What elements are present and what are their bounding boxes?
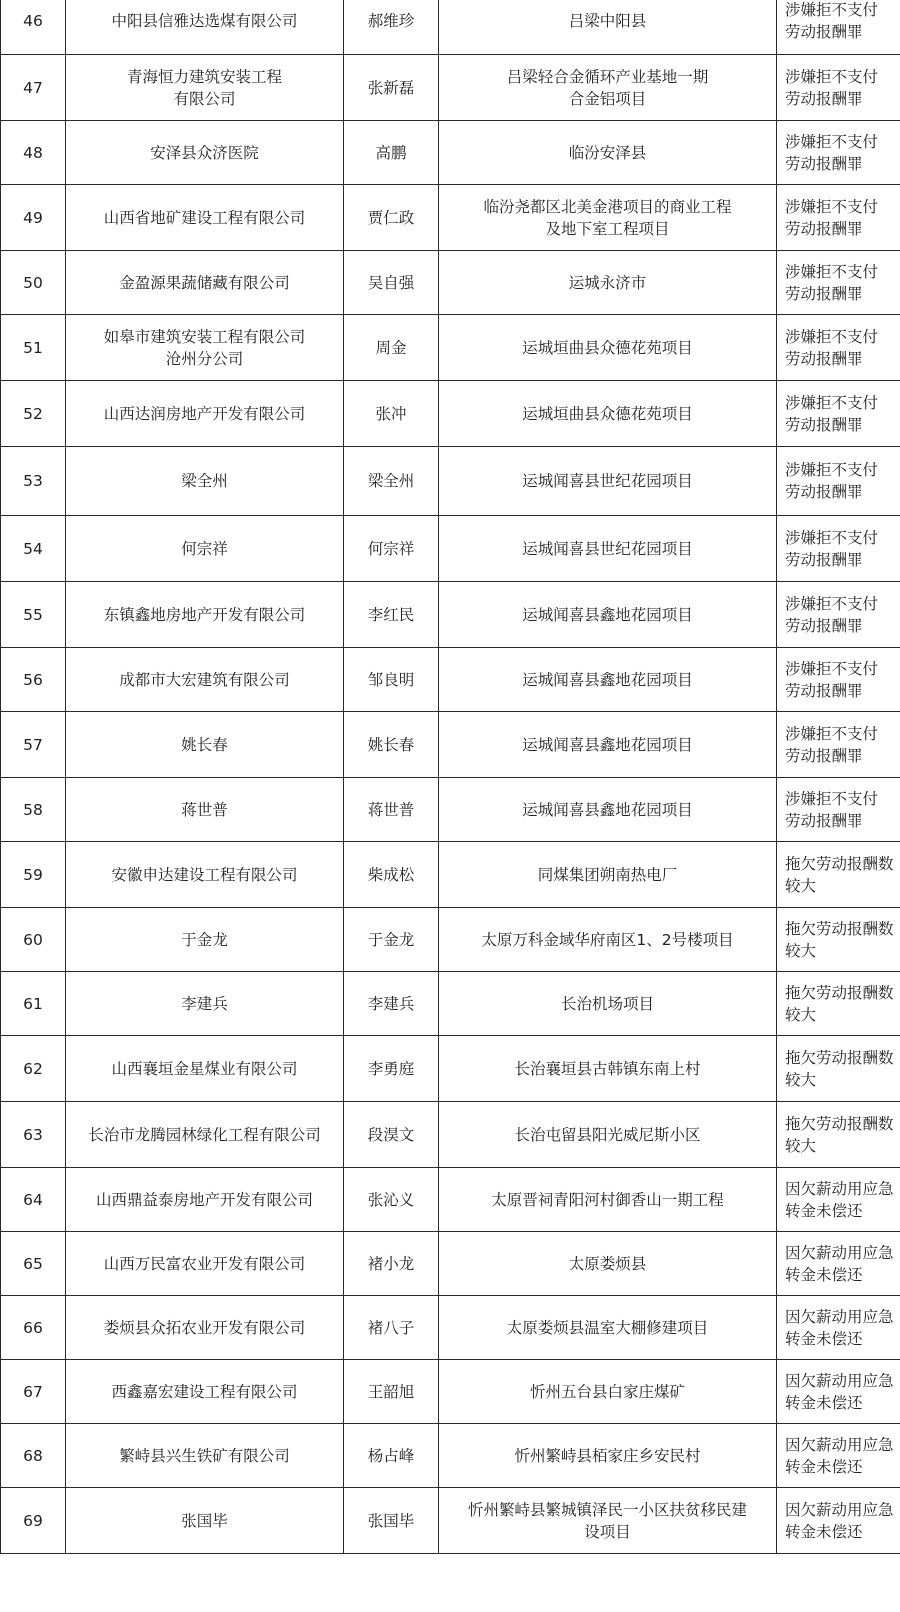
- cell-serial-number: 64: [1, 1168, 66, 1232]
- cell-remark: [777, 648, 900, 712]
- cell-remark-line: 拖欠劳动报酬数: [785, 1114, 894, 1133]
- table-row: [1, 447, 900, 516]
- table-row: [1, 842, 900, 908]
- cell-responsible-person: 褚小龙: [344, 1232, 439, 1296]
- cell-remark: [777, 1424, 900, 1488]
- cell-responsible-person: 蒋世普: [344, 778, 439, 842]
- cell-serial-number: 49: [1, 185, 66, 251]
- cell-unit-name-line: 山西万民富农业开发有限公司: [103, 1254, 306, 1273]
- cell-project-location-line: 长治襄垣县古韩镇东南上村: [514, 1059, 701, 1078]
- table-row: [1, 648, 900, 712]
- cell-project-location: [439, 0, 777, 55]
- cell-responsible-person: 高鹏: [344, 121, 439, 185]
- cell-serial-number: 67: [1, 1360, 66, 1424]
- cell-project-location: [439, 648, 777, 712]
- cell-unit-name: [66, 1424, 344, 1488]
- cell-remark-line: 涉嫌拒不支付: [785, 327, 879, 346]
- cell-remark-line: 涉嫌拒不支付: [785, 0, 879, 19]
- cell-responsible-person: 李勇庭: [344, 1036, 439, 1102]
- cell-project-location: [439, 908, 777, 972]
- cell-remark-line: 涉嫌拒不支付: [785, 132, 879, 151]
- cell-serial-number: 50: [1, 251, 66, 315]
- table-row: [1, 516, 900, 582]
- cell-unit-name: [66, 712, 344, 778]
- cell-unit-name-line: 沧州分公司: [165, 349, 244, 368]
- cell-project-location-line: 吕梁轻合金循环产业基地一期: [506, 67, 709, 86]
- table-row: [1, 1232, 900, 1296]
- table-row: [1, 972, 900, 1036]
- roster-table-body: [1, 0, 900, 1554]
- cell-project-location-line: 太原娄烦县温室大棚修建项目: [506, 1318, 709, 1337]
- cell-remark: [777, 185, 900, 251]
- cell-serial-number: 52: [1, 381, 66, 447]
- cell-project-location-line: 临汾尧都区北美金港项目的商业工程: [483, 197, 732, 216]
- table-row: [1, 185, 900, 251]
- cell-project-location-line: 运城闻喜县鑫地花园项目: [522, 605, 693, 624]
- cell-responsible-person: 张新磊: [344, 55, 439, 121]
- cell-project-location-line: 设项目: [584, 1522, 631, 1541]
- cell-unit-name: [66, 516, 344, 582]
- cell-remark-line: 涉嫌拒不支付: [785, 197, 879, 216]
- cell-unit-name-line: 张国毕: [181, 1511, 228, 1530]
- cell-project-location: [439, 1036, 777, 1102]
- cell-remark: [777, 1168, 900, 1232]
- cell-remark-line: 涉嫌拒不支付: [785, 528, 879, 547]
- cell-project-location-line: 忻州繁峙县栢家庄乡安民村: [514, 1446, 701, 1465]
- cell-responsible-person: 姚长春: [344, 712, 439, 778]
- cell-remark-line: 较大: [785, 1005, 817, 1024]
- cell-remark: [777, 582, 900, 648]
- cell-unit-name-line: 有限公司: [173, 89, 236, 108]
- table-row: [1, 778, 900, 842]
- cell-unit-name: [66, 381, 344, 447]
- cell-project-location-line: 运城永济市: [568, 273, 647, 292]
- cell-remark-line: 劳动报酬罪: [785, 616, 863, 635]
- cell-unit-name: [66, 842, 344, 908]
- cell-unit-name-line: 安泽县众济医院: [150, 143, 259, 162]
- cell-project-location-line: 同煤集团朔南热电厂: [537, 865, 678, 884]
- cell-remark: [777, 251, 900, 315]
- cell-serial-number: 48: [1, 121, 66, 185]
- cell-project-location-line: 长治机场项目: [560, 994, 654, 1013]
- cell-remark-line: 转金未偿还: [785, 1265, 863, 1284]
- cell-unit-name: [66, 447, 344, 516]
- cell-serial-number: 68: [1, 1424, 66, 1488]
- table-row: [1, 381, 900, 447]
- cell-project-location: [439, 251, 777, 315]
- cell-responsible-person: 褚八子: [344, 1296, 439, 1360]
- cell-project-location-line: 太原晋祠青阳河村御香山一期工程: [491, 1190, 724, 1209]
- table-row: [1, 315, 900, 381]
- table-row: [1, 55, 900, 121]
- cell-unit-name-line: 李建兵: [181, 994, 228, 1013]
- cell-project-location-line: 运城垣曲县众德花苑项目: [522, 404, 693, 423]
- cell-remark-line: 涉嫌拒不支付: [785, 659, 879, 678]
- cell-remark-line: 拖欠劳动报酬数: [785, 854, 894, 873]
- cell-remark-line: 较大: [785, 941, 817, 960]
- cell-remark-line: 较大: [785, 1070, 817, 1089]
- cell-project-location: [439, 516, 777, 582]
- cell-remark: [777, 0, 900, 55]
- cell-unit-name-line: 成都市大宏建筑有限公司: [119, 670, 290, 689]
- cell-unit-name-line: 山西襄垣金星煤业有限公司: [111, 1059, 298, 1078]
- cell-remark-line: 因欠薪动用应急: [785, 1435, 894, 1454]
- cell-remark-line: 转金未偿还: [785, 1393, 863, 1412]
- cell-remark: [777, 55, 900, 121]
- cell-remark-line: 转金未偿还: [785, 1522, 863, 1541]
- cell-project-location-line: 吕梁中阳县: [568, 11, 647, 30]
- cell-remark-line: 因欠薪动用应急: [785, 1307, 894, 1326]
- cell-unit-name: [66, 1360, 344, 1424]
- cell-remark-line: 劳动报酬罪: [785, 811, 863, 830]
- cell-responsible-person: 王韶旭: [344, 1360, 439, 1424]
- cell-remark-line: 劳动报酬罪: [785, 349, 863, 368]
- cell-unit-name-line: 繁峙县兴生铁矿有限公司: [119, 1446, 290, 1465]
- cell-serial-number: 47: [1, 55, 66, 121]
- cell-responsible-person: 张冲: [344, 381, 439, 447]
- cell-responsible-person: 邹良明: [344, 648, 439, 712]
- cell-responsible-person: 贾仁政: [344, 185, 439, 251]
- cell-responsible-person: 李建兵: [344, 972, 439, 1036]
- cell-unit-name-line: 安徽申达建设工程有限公司: [111, 865, 298, 884]
- table-row: [1, 1102, 900, 1168]
- cell-project-location-line: 临汾安泽县: [568, 143, 647, 162]
- cell-responsible-person: 张国毕: [344, 1488, 439, 1554]
- cell-unit-name: [66, 648, 344, 712]
- table-row: [1, 121, 900, 185]
- cell-project-location: [439, 778, 777, 842]
- cell-remark: [777, 121, 900, 185]
- cell-remark-line: 涉嫌拒不支付: [785, 67, 879, 86]
- cell-serial-number: 62: [1, 1036, 66, 1102]
- cell-project-location-line: 合金铝项目: [568, 89, 647, 108]
- cell-project-location-line: 运城闻喜县鑫地花园项目: [522, 735, 693, 754]
- cell-responsible-person: 杨占峰: [344, 1424, 439, 1488]
- cell-remark-line: 劳动报酬罪: [785, 154, 863, 173]
- table-row: [1, 582, 900, 648]
- cell-unit-name: [66, 582, 344, 648]
- cell-project-location-line: 运城垣曲县众德花苑项目: [522, 338, 693, 357]
- cell-unit-name: [66, 0, 344, 55]
- cell-serial-number: 55: [1, 582, 66, 648]
- cell-responsible-person: 何宗祥: [344, 516, 439, 582]
- cell-unit-name-line: 如皋市建筑安装工程有限公司: [103, 327, 306, 346]
- cell-remark: [777, 842, 900, 908]
- cell-project-location-line: 运城闻喜县世纪花园项目: [522, 472, 693, 490]
- cell-serial-number: 63: [1, 1102, 66, 1168]
- cell-serial-number: 53: [1, 447, 66, 516]
- cell-project-location: [439, 1360, 777, 1424]
- cell-responsible-person: 段淏文: [344, 1102, 439, 1168]
- cell-unit-name-line: 姚长春: [181, 735, 228, 754]
- cell-responsible-person: 李红民: [344, 582, 439, 648]
- cell-remark-line: 劳动报酬罪: [785, 746, 863, 765]
- cell-remark: [777, 1360, 900, 1424]
- cell-unit-name-line: 青海恒力建筑安装工程: [126, 67, 282, 86]
- cell-responsible-person: 张沁义: [344, 1168, 439, 1232]
- cell-unit-name-line: 梁全州: [181, 472, 228, 490]
- cell-remark-line: 劳动报酬罪: [785, 415, 863, 434]
- cell-serial-number: 58: [1, 778, 66, 842]
- cell-unit-name-line: 娄烦县众拓农业开发有限公司: [103, 1318, 306, 1337]
- cell-remark: [777, 1102, 900, 1168]
- cell-unit-name-line: 西鑫嘉宏建设工程有限公司: [111, 1382, 298, 1401]
- cell-unit-name: [66, 121, 344, 185]
- cell-remark: [777, 712, 900, 778]
- table-row: [1, 712, 900, 778]
- cell-unit-name-line: 何宗祥: [181, 539, 228, 558]
- cell-project-location: [439, 712, 777, 778]
- cell-unit-name: [66, 1488, 344, 1554]
- cell-unit-name-line: 山西鼎益泰房地产开发有限公司: [95, 1190, 313, 1209]
- cell-remark: [777, 447, 900, 516]
- cell-unit-name: [66, 1296, 344, 1360]
- cell-remark: [777, 315, 900, 381]
- cell-serial-number: 66: [1, 1296, 66, 1360]
- table-row: [1, 908, 900, 972]
- cell-remark: [777, 516, 900, 582]
- cell-remark-line: 涉嫌拒不支付: [785, 594, 879, 613]
- cell-remark: [777, 381, 900, 447]
- cell-remark-line: 劳动报酬罪: [785, 22, 863, 41]
- cell-remark-line: 劳动报酬罪: [785, 284, 863, 303]
- cell-responsible-person: 于金龙: [344, 908, 439, 972]
- cell-unit-name-line: 山西省地矿建设工程有限公司: [103, 208, 306, 227]
- cell-remark-line: 劳动报酬罪: [785, 219, 863, 238]
- cell-project-location: [439, 447, 777, 516]
- cell-serial-number: 57: [1, 712, 66, 778]
- cell-serial-number: 60: [1, 908, 66, 972]
- cell-remark-line: 涉嫌拒不支付: [785, 461, 879, 479]
- cell-serial-number: 46: [1, 0, 66, 55]
- cell-responsible-person: 柴成松: [344, 842, 439, 908]
- cell-remark: [777, 778, 900, 842]
- table-row: [1, 251, 900, 315]
- cell-project-location: [439, 185, 777, 251]
- cell-project-location: [439, 972, 777, 1036]
- table-row: [1, 1296, 900, 1360]
- cell-remark-line: 因欠薪动用应急: [785, 1179, 894, 1198]
- cell-unit-name-line: 长治市龙腾园林绿化工程有限公司: [88, 1125, 321, 1144]
- table-row: [1, 1424, 900, 1488]
- cell-project-location-line: 运城闻喜县世纪花园项目: [522, 539, 693, 558]
- cell-responsible-person: 郝维珍: [344, 0, 439, 55]
- cell-project-location: [439, 582, 777, 648]
- cell-project-location: [439, 381, 777, 447]
- cell-remark-line: 劳动报酬罪: [785, 483, 863, 501]
- cell-remark: [777, 1232, 900, 1296]
- cell-project-location: [439, 1168, 777, 1232]
- cell-remark-line: 劳动报酬罪: [785, 89, 863, 108]
- cell-responsible-person: 周金: [344, 315, 439, 381]
- table-row: [1, 1168, 900, 1232]
- cell-remark: [777, 1296, 900, 1360]
- cell-unit-name: [66, 908, 344, 972]
- cell-project-location: [439, 842, 777, 908]
- cell-remark-line: 较大: [785, 1136, 817, 1155]
- cell-project-location: [439, 121, 777, 185]
- cell-project-location-line: 忻州五台县白家庄煤矿: [529, 1382, 685, 1401]
- table-row: [1, 1360, 900, 1424]
- cell-remark-line: 劳动报酬罪: [785, 681, 863, 700]
- cell-unit-name: [66, 55, 344, 121]
- cell-unit-name-line: 于金龙: [181, 930, 228, 949]
- cell-project-location-line: 运城闻喜县鑫地花园项目: [522, 800, 693, 819]
- cell-serial-number: 61: [1, 972, 66, 1036]
- cell-remark: [777, 972, 900, 1036]
- cell-serial-number: 51: [1, 315, 66, 381]
- cell-project-location: [439, 1296, 777, 1360]
- cell-remark-line: 转金未偿还: [785, 1201, 863, 1220]
- cell-remark-line: 涉嫌拒不支付: [785, 393, 879, 412]
- cell-remark-line: 涉嫌拒不支付: [785, 789, 879, 808]
- cell-project-location-line: 运城闻喜县鑫地花园项目: [522, 670, 693, 689]
- cell-remark-line: 因欠薪动用应急: [785, 1243, 894, 1262]
- cell-unit-name: [66, 251, 344, 315]
- cell-serial-number: 69: [1, 1488, 66, 1554]
- cell-remark: [777, 908, 900, 972]
- cell-project-location: [439, 1424, 777, 1488]
- cell-project-location-line: 太原万科金域华府南区1、2号楼项目: [481, 930, 734, 949]
- cell-project-location-line: 忻州繁峙县繁城镇泽民一小区扶贫移民建: [467, 1500, 747, 1519]
- cell-serial-number: 65: [1, 1232, 66, 1296]
- cell-unit-name: [66, 972, 344, 1036]
- cell-responsible-person: 吴自强: [344, 251, 439, 315]
- cell-remark-line: 拖欠劳动报酬数: [785, 919, 894, 938]
- cell-remark-line: 转金未偿还: [785, 1329, 863, 1348]
- cell-unit-name: [66, 1102, 344, 1168]
- cell-remark: [777, 1036, 900, 1102]
- cell-unit-name: [66, 1232, 344, 1296]
- table-row: [1, 1036, 900, 1102]
- cell-serial-number: 59: [1, 842, 66, 908]
- cell-remark-line: 拖欠劳动报酬数: [785, 1048, 894, 1067]
- cell-remark: [777, 1488, 900, 1554]
- cell-project-location-line: 太原娄烦县: [568, 1254, 647, 1273]
- cell-unit-name-line: 山西达润房地产开发有限公司: [103, 404, 306, 423]
- cell-project-location-line: 及地下室工程项目: [545, 219, 670, 238]
- cell-unit-name-line: 东镇鑫地房地产开发有限公司: [103, 605, 306, 624]
- cell-unit-name: [66, 315, 344, 381]
- cell-project-location: [439, 1488, 777, 1554]
- table-row: [1, 1488, 900, 1554]
- cell-responsible-person: 梁全州: [344, 447, 439, 516]
- cell-unit-name: [66, 778, 344, 842]
- cell-remark-line: 因欠薪动用应急: [785, 1500, 894, 1519]
- cell-serial-number: 56: [1, 648, 66, 712]
- table-row: [1, 0, 900, 55]
- cell-remark-line: 劳动报酬罪: [785, 550, 863, 569]
- cell-project-location: [439, 315, 777, 381]
- cell-unit-name: [66, 1036, 344, 1102]
- cell-remark-line: 涉嫌拒不支付: [785, 262, 879, 281]
- cell-unit-name-line: 中阳县信雅达选煤有限公司: [111, 11, 298, 30]
- cell-project-location-line: 长治屯留县阳光威尼斯小区: [514, 1125, 701, 1144]
- cell-remark-line: 较大: [785, 876, 817, 895]
- cell-remark-line: 因欠薪动用应急: [785, 1371, 894, 1390]
- cell-unit-name-line: 金盈源果蔬储藏有限公司: [119, 273, 290, 292]
- cell-unit-name-line: 蒋世普: [181, 800, 228, 819]
- cell-project-location: [439, 1232, 777, 1296]
- cell-unit-name: [66, 185, 344, 251]
- cell-unit-name: [66, 1168, 344, 1232]
- cell-serial-number: 54: [1, 516, 66, 582]
- cell-remark-line: 涉嫌拒不支付: [785, 724, 879, 743]
- cell-project-location: [439, 1102, 777, 1168]
- cell-project-location: [439, 55, 777, 121]
- cell-remark-line: 转金未偿还: [785, 1457, 863, 1476]
- cell-remark-line: 拖欠劳动报酬数: [785, 983, 894, 1002]
